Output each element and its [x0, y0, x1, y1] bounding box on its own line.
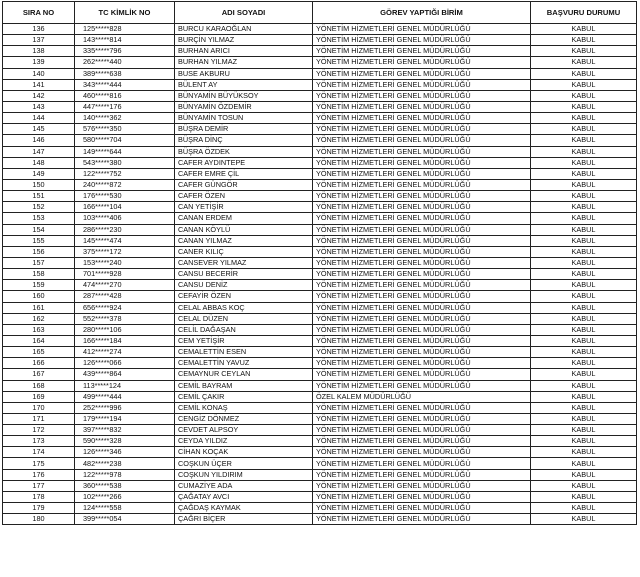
table-row	[3, 436, 637, 447]
cell-adi-soyadi: CEMAYNUR CEYLAN	[175, 369, 313, 380]
cell-tc-kimlik-no: 176*****530	[75, 191, 175, 202]
table-row	[3, 257, 637, 268]
cell-gorev-birim: YÖNETİM HİZMETLERİ GENEL MÜDÜRLÜĞÜ	[313, 135, 531, 146]
applicant-table	[2, 1, 637, 525]
cell-gorev-birim: YÖNETİM HİZMETLERİ GENEL MÜDÜRLÜĞÜ	[313, 179, 531, 190]
cell-sira-no: 159	[3, 280, 75, 291]
cell-tc-kimlik-no: 447*****176	[75, 101, 175, 112]
cell-gorev-birim: YÖNETİM HİZMETLERİ GENEL MÜDÜRLÜĞÜ	[313, 380, 531, 391]
cell-tc-kimlik-no: 343*****444	[75, 79, 175, 90]
table-row	[3, 224, 637, 235]
cell-basvuru-durumu: KABUL	[531, 447, 637, 458]
cell-basvuru-durumu: KABUL	[531, 358, 637, 369]
table-row	[3, 291, 637, 302]
cell-sira-no: 167	[3, 369, 75, 380]
cell-tc-kimlik-no: 153*****240	[75, 257, 175, 268]
cell-tc-kimlik-no: 656*****924	[75, 302, 175, 313]
cell-gorev-birim: YÖNETİM HİZMETLERİ GENEL MÜDÜRLÜĞÜ	[313, 57, 531, 68]
cell-basvuru-durumu: KABUL	[531, 157, 637, 168]
table-row	[3, 458, 637, 469]
cell-adi-soyadi: CAFER GÜNGÖR	[175, 179, 313, 190]
cell-tc-kimlik-no: 102*****266	[75, 491, 175, 502]
cell-tc-kimlik-no: 166*****184	[75, 335, 175, 346]
cell-gorev-birim: YÖNETİM HİZMETLERİ GENEL MÜDÜRLÜĞÜ	[313, 291, 531, 302]
table-row	[3, 335, 637, 346]
table-row	[3, 146, 637, 157]
cell-adi-soyadi: CİHAN KOÇAK	[175, 447, 313, 458]
cell-sira-no: 172	[3, 425, 75, 436]
cell-tc-kimlik-no: 143*****814	[75, 35, 175, 46]
cell-gorev-birim: YÖNETİM HİZMETLERİ GENEL MÜDÜRLÜĞÜ	[313, 358, 531, 369]
cell-gorev-birim: YÖNETİM HİZMETLERİ GENEL MÜDÜRLÜĞÜ	[313, 246, 531, 257]
cell-sira-no: 179	[3, 503, 75, 514]
cell-sira-no: 180	[3, 514, 75, 525]
cell-adi-soyadi: BÜLENT AY	[175, 79, 313, 90]
cell-gorev-birim: YÖNETİM HİZMETLERİ GENEL MÜDÜRLÜĞÜ	[313, 46, 531, 57]
cell-adi-soyadi: CANSU BECERİR	[175, 269, 313, 280]
cell-basvuru-durumu: KABUL	[531, 302, 637, 313]
cell-adi-soyadi: CANER KILIÇ	[175, 246, 313, 257]
cell-sira-no: 141	[3, 79, 75, 90]
cell-gorev-birim: YÖNETİM HİZMETLERİ GENEL MÜDÜRLÜĞÜ	[313, 280, 531, 291]
table-row	[3, 269, 637, 280]
cell-sira-no: 150	[3, 179, 75, 190]
cell-gorev-birim: YÖNETİM HİZMETLERİ GENEL MÜDÜRLÜĞÜ	[313, 447, 531, 458]
table-row	[3, 425, 637, 436]
cell-sira-no: 162	[3, 313, 75, 324]
cell-adi-soyadi: BÜŞRA ÖZDEK	[175, 146, 313, 157]
cell-tc-kimlik-no: 140*****362	[75, 113, 175, 124]
cell-basvuru-durumu: KABUL	[531, 113, 637, 124]
table-row	[3, 113, 637, 124]
table-row	[3, 101, 637, 112]
cell-basvuru-durumu: KABUL	[531, 347, 637, 358]
cell-sira-no: 174	[3, 447, 75, 458]
cell-basvuru-durumu: KABUL	[531, 224, 637, 235]
cell-adi-soyadi: BURCU KARAOĞLAN	[175, 24, 313, 35]
table-row	[3, 313, 637, 324]
cell-sira-no: 158	[3, 269, 75, 280]
cell-tc-kimlik-no: 397*****832	[75, 425, 175, 436]
cell-tc-kimlik-no: 460*****816	[75, 90, 175, 101]
table-row	[3, 413, 637, 424]
cell-sira-no: 140	[3, 68, 75, 79]
cell-basvuru-durumu: KABUL	[531, 124, 637, 135]
cell-basvuru-durumu: KABUL	[531, 202, 637, 213]
cell-gorev-birim: YÖNETİM HİZMETLERİ GENEL MÜDÜRLÜĞÜ	[313, 402, 531, 413]
table-body	[3, 24, 637, 525]
cell-gorev-birim: YÖNETİM HİZMETLERİ GENEL MÜDÜRLÜĞÜ	[313, 425, 531, 436]
cell-gorev-birim: YÖNETİM HİZMETLERİ GENEL MÜDÜRLÜĞÜ	[313, 324, 531, 335]
cell-adi-soyadi: ÇAĞDAŞ KAYMAK	[175, 503, 313, 514]
cell-basvuru-durumu: KABUL	[531, 269, 637, 280]
cell-gorev-birim: YÖNETİM HİZMETLERİ GENEL MÜDÜRLÜĞÜ	[313, 68, 531, 79]
cell-basvuru-durumu: KABUL	[531, 380, 637, 391]
cell-tc-kimlik-no: 113*****124	[75, 380, 175, 391]
cell-basvuru-durumu: KABUL	[531, 402, 637, 413]
cell-adi-soyadi: CELİL DAĞAŞAN	[175, 324, 313, 335]
table-row	[3, 24, 637, 35]
cell-basvuru-durumu: KABUL	[531, 79, 637, 90]
cell-adi-soyadi: BURHAN ARICI	[175, 46, 313, 57]
cell-tc-kimlik-no: 286*****230	[75, 224, 175, 235]
cell-basvuru-durumu: KABUL	[531, 324, 637, 335]
cell-sira-no: 177	[3, 480, 75, 491]
table-row	[3, 391, 637, 402]
cell-adi-soyadi: COŞKUN ÜÇER	[175, 458, 313, 469]
cell-sira-no: 148	[3, 157, 75, 168]
header-basvuru-durumu: BAŞVURU DURUMU	[531, 2, 637, 24]
cell-tc-kimlik-no: 360*****538	[75, 480, 175, 491]
cell-tc-kimlik-no: 125*****828	[75, 24, 175, 35]
cell-sira-no: 149	[3, 168, 75, 179]
cell-basvuru-durumu: KABUL	[531, 436, 637, 447]
cell-gorev-birim: YÖNETİM HİZMETLERİ GENEL MÜDÜRLÜĞÜ	[313, 235, 531, 246]
cell-gorev-birim: YÖNETİM HİZMETLERİ GENEL MÜDÜRLÜĞÜ	[313, 480, 531, 491]
cell-tc-kimlik-no: 145*****474	[75, 235, 175, 246]
cell-adi-soyadi: CANAN KÖYLÜ	[175, 224, 313, 235]
table-row	[3, 514, 637, 525]
cell-sira-no: 173	[3, 436, 75, 447]
table-row	[3, 213, 637, 224]
cell-adi-soyadi: CEM YETİŞİR	[175, 335, 313, 346]
cell-adi-soyadi: ÇAĞRI BİÇER	[175, 514, 313, 525]
cell-basvuru-durumu: KABUL	[531, 24, 637, 35]
cell-adi-soyadi: CENGİZ DÖNMEZ	[175, 413, 313, 424]
cell-sira-no: 151	[3, 191, 75, 202]
cell-gorev-birim: YÖNETİM HİZMETLERİ GENEL MÜDÜRLÜĞÜ	[313, 35, 531, 46]
cell-sira-no: 137	[3, 35, 75, 46]
cell-sira-no: 165	[3, 347, 75, 358]
table-row	[3, 402, 637, 413]
cell-gorev-birim: YÖNETİM HİZMETLERİ GENEL MÜDÜRLÜĞÜ	[313, 168, 531, 179]
cell-tc-kimlik-no: 552*****378	[75, 313, 175, 324]
cell-gorev-birim: YÖNETİM HİZMETLERİ GENEL MÜDÜRLÜĞÜ	[313, 113, 531, 124]
cell-basvuru-durumu: KABUL	[531, 57, 637, 68]
cell-sira-no: 176	[3, 469, 75, 480]
header-tc-kimlik-no: TC KİMLİK NO	[75, 2, 175, 24]
cell-sira-no: 171	[3, 413, 75, 424]
table-row	[3, 35, 637, 46]
cell-tc-kimlik-no: 122*****978	[75, 469, 175, 480]
cell-basvuru-durumu: KABUL	[531, 458, 637, 469]
cell-basvuru-durumu: KABUL	[531, 280, 637, 291]
cell-sira-no: 170	[3, 402, 75, 413]
cell-gorev-birim: YÖNETİM HİZMETLERİ GENEL MÜDÜRLÜĞÜ	[313, 24, 531, 35]
table-row	[3, 135, 637, 146]
cell-basvuru-durumu: KABUL	[531, 101, 637, 112]
table-row	[3, 347, 637, 358]
cell-adi-soyadi: BÜNYAMİN TOSUN	[175, 113, 313, 124]
table-row	[3, 469, 637, 480]
cell-sira-no: 136	[3, 24, 75, 35]
table-row	[3, 79, 637, 90]
cell-sira-no: 163	[3, 324, 75, 335]
cell-basvuru-durumu: KABUL	[531, 391, 637, 402]
cell-basvuru-durumu: KABUL	[531, 235, 637, 246]
cell-basvuru-durumu: KABUL	[531, 313, 637, 324]
cell-gorev-birim: YÖNETİM HİZMETLERİ GENEL MÜDÜRLÜĞÜ	[313, 213, 531, 224]
cell-sira-no: 139	[3, 57, 75, 68]
cell-gorev-birim: YÖNETİM HİZMETLERİ GENEL MÜDÜRLÜĞÜ	[313, 458, 531, 469]
cell-basvuru-durumu: KABUL	[531, 469, 637, 480]
table-row	[3, 235, 637, 246]
table-row	[3, 246, 637, 257]
cell-tc-kimlik-no: 543*****380	[75, 157, 175, 168]
table-row	[3, 202, 637, 213]
cell-tc-kimlik-no: 126*****346	[75, 447, 175, 458]
cell-basvuru-durumu: KABUL	[531, 213, 637, 224]
cell-gorev-birim: YÖNETİM HİZMETLERİ GENEL MÜDÜRLÜĞÜ	[313, 469, 531, 480]
cell-sira-no: 142	[3, 90, 75, 101]
cell-sira-no: 157	[3, 257, 75, 268]
cell-basvuru-durumu: KABUL	[531, 413, 637, 424]
cell-adi-soyadi: CANSEVER YILMAZ	[175, 257, 313, 268]
cell-gorev-birim: YÖNETİM HİZMETLERİ GENEL MÜDÜRLÜĞÜ	[313, 202, 531, 213]
cell-sira-no: 147	[3, 146, 75, 157]
cell-tc-kimlik-no: 439*****864	[75, 369, 175, 380]
cell-adi-soyadi: CEMALETTİN ESEN	[175, 347, 313, 358]
cell-adi-soyadi: CEVDET ALPSOY	[175, 425, 313, 436]
cell-adi-soyadi: BURÇİN YILMAZ	[175, 35, 313, 46]
cell-gorev-birim: YÖNETİM HİZMETLERİ GENEL MÜDÜRLÜĞÜ	[313, 269, 531, 280]
cell-sira-no: 143	[3, 101, 75, 112]
cell-gorev-birim: YÖNETİM HİZMETLERİ GENEL MÜDÜRLÜĞÜ	[313, 79, 531, 90]
cell-sira-no: 166	[3, 358, 75, 369]
cell-sira-no: 155	[3, 235, 75, 246]
cell-adi-soyadi: CELAL ABBAS KOÇ	[175, 302, 313, 313]
cell-sira-no: 160	[3, 291, 75, 302]
cell-adi-soyadi: CANAN ERDEM	[175, 213, 313, 224]
cell-gorev-birim: YÖNETİM HİZMETLERİ GENEL MÜDÜRLÜĞÜ	[313, 257, 531, 268]
cell-adi-soyadi: CEMALETTİN YAVUZ	[175, 358, 313, 369]
cell-tc-kimlik-no: 499*****444	[75, 391, 175, 402]
cell-tc-kimlik-no: 124*****558	[75, 503, 175, 514]
cell-adi-soyadi: CEYDA YILDIZ	[175, 436, 313, 447]
cell-sira-no: 144	[3, 113, 75, 124]
cell-tc-kimlik-no: 252*****996	[75, 402, 175, 413]
cell-adi-soyadi: CANAN YILMAZ	[175, 235, 313, 246]
cell-basvuru-durumu: KABUL	[531, 135, 637, 146]
cell-gorev-birim: YÖNETİM HİZMETLERİ GENEL MÜDÜRLÜĞÜ	[313, 90, 531, 101]
cell-tc-kimlik-no: 335*****796	[75, 46, 175, 57]
cell-tc-kimlik-no: 576*****350	[75, 124, 175, 135]
document-page	[2, 1, 637, 525]
table-row	[3, 179, 637, 190]
cell-adi-soyadi: CUMAZİYE ADA	[175, 480, 313, 491]
cell-basvuru-durumu: KABUL	[531, 514, 637, 525]
cell-tc-kimlik-no: 122*****752	[75, 168, 175, 179]
table-row	[3, 358, 637, 369]
cell-sira-no: 178	[3, 491, 75, 502]
header-gorev-birim: GÖREV YAPTIĞI BİRİM	[313, 2, 531, 24]
cell-gorev-birim: YÖNETİM HİZMETLERİ GENEL MÜDÜRLÜĞÜ	[313, 436, 531, 447]
cell-gorev-birim: YÖNETİM HİZMETLERİ GENEL MÜDÜRLÜĞÜ	[313, 313, 531, 324]
cell-tc-kimlik-no: 262*****440	[75, 57, 175, 68]
cell-gorev-birim: YÖNETİM HİZMETLERİ GENEL MÜDÜRLÜĞÜ	[313, 302, 531, 313]
cell-tc-kimlik-no: 399*****054	[75, 514, 175, 525]
cell-basvuru-durumu: KABUL	[531, 146, 637, 157]
cell-adi-soyadi: CEMİL KONAŞ	[175, 402, 313, 413]
table-row	[3, 57, 637, 68]
cell-tc-kimlik-no: 149*****644	[75, 146, 175, 157]
cell-sira-no: 152	[3, 202, 75, 213]
cell-adi-soyadi: CEFAYİR ÖZEN	[175, 291, 313, 302]
cell-gorev-birim: YÖNETİM HİZMETLERİ GENEL MÜDÜRLÜĞÜ	[313, 491, 531, 502]
cell-basvuru-durumu: KABUL	[531, 168, 637, 179]
cell-sira-no: 154	[3, 224, 75, 235]
cell-adi-soyadi: BUSE AKBURU	[175, 68, 313, 79]
cell-tc-kimlik-no: 103*****406	[75, 213, 175, 224]
cell-gorev-birim: YÖNETİM HİZMETLERİ GENEL MÜDÜRLÜĞÜ	[313, 191, 531, 202]
cell-adi-soyadi: CAFER EMRE ÇİL	[175, 168, 313, 179]
cell-tc-kimlik-no: 240*****872	[75, 179, 175, 190]
table-row	[3, 124, 637, 135]
cell-basvuru-durumu: KABUL	[531, 503, 637, 514]
table-row	[3, 280, 637, 291]
cell-tc-kimlik-no: 375*****172	[75, 246, 175, 257]
cell-tc-kimlik-no: 280*****106	[75, 324, 175, 335]
cell-tc-kimlik-no: 287*****428	[75, 291, 175, 302]
cell-tc-kimlik-no: 126*****066	[75, 358, 175, 369]
table-row	[3, 447, 637, 458]
cell-sira-no: 169	[3, 391, 75, 402]
table-row	[3, 168, 637, 179]
cell-sira-no: 153	[3, 213, 75, 224]
table-row	[3, 503, 637, 514]
table-row	[3, 90, 637, 101]
cell-adi-soyadi: BÜŞRA DİNÇ	[175, 135, 313, 146]
header-adi-soyadi: ADI SOYADI	[175, 2, 313, 24]
cell-adi-soyadi: COŞKUN YILDIRIM	[175, 469, 313, 480]
cell-gorev-birim: YÖNETİM HİZMETLERİ GENEL MÜDÜRLÜĞÜ	[313, 224, 531, 235]
cell-basvuru-durumu: KABUL	[531, 46, 637, 57]
cell-gorev-birim: ÖZEL KALEM MÜDÜRLÜĞÜ	[313, 391, 531, 402]
cell-adi-soyadi: CAFER AYDINTEPE	[175, 157, 313, 168]
cell-sira-no: 168	[3, 380, 75, 391]
cell-basvuru-durumu: KABUL	[531, 191, 637, 202]
cell-adi-soyadi: CELAL DÜZEN	[175, 313, 313, 324]
cell-basvuru-durumu: KABUL	[531, 335, 637, 346]
cell-adi-soyadi: BURHAN YILMAZ	[175, 57, 313, 68]
cell-sira-no: 145	[3, 124, 75, 135]
cell-tc-kimlik-no: 166*****104	[75, 202, 175, 213]
cell-adi-soyadi: CAFER ÖZEN	[175, 191, 313, 202]
table-row	[3, 68, 637, 79]
table-row	[3, 157, 637, 168]
cell-tc-kimlik-no: 474*****270	[75, 280, 175, 291]
cell-sira-no: 175	[3, 458, 75, 469]
cell-basvuru-durumu: KABUL	[531, 491, 637, 502]
cell-tc-kimlik-no: 580*****704	[75, 135, 175, 146]
cell-adi-soyadi: CEMİL BAYRAM	[175, 380, 313, 391]
table-row	[3, 369, 637, 380]
cell-basvuru-durumu: KABUL	[531, 291, 637, 302]
table-row	[3, 480, 637, 491]
cell-sira-no: 146	[3, 135, 75, 146]
cell-adi-soyadi: BÜNYAMİN BÜYÜKSOY	[175, 90, 313, 101]
cell-tc-kimlik-no: 412*****274	[75, 347, 175, 358]
cell-gorev-birim: YÖNETİM HİZMETLERİ GENEL MÜDÜRLÜĞÜ	[313, 369, 531, 380]
cell-gorev-birim: YÖNETİM HİZMETLERİ GENEL MÜDÜRLÜĞÜ	[313, 413, 531, 424]
cell-sira-no: 138	[3, 46, 75, 57]
cell-basvuru-durumu: KABUL	[531, 246, 637, 257]
cell-adi-soyadi: BÜŞRA DEMİR	[175, 124, 313, 135]
cell-sira-no: 164	[3, 335, 75, 346]
cell-sira-no: 156	[3, 246, 75, 257]
header-sira-no: SIRA NO	[3, 2, 75, 24]
cell-basvuru-durumu: KABUL	[531, 425, 637, 436]
header-row	[3, 2, 637, 24]
cell-sira-no: 161	[3, 302, 75, 313]
cell-basvuru-durumu: KABUL	[531, 68, 637, 79]
table-header	[3, 2, 637, 24]
cell-gorev-birim: YÖNETİM HİZMETLERİ GENEL MÜDÜRLÜĞÜ	[313, 335, 531, 346]
cell-gorev-birim: YÖNETİM HİZMETLERİ GENEL MÜDÜRLÜĞÜ	[313, 514, 531, 525]
cell-basvuru-durumu: KABUL	[531, 257, 637, 268]
cell-adi-soyadi: CAN YETİŞİR	[175, 202, 313, 213]
cell-gorev-birim: YÖNETİM HİZMETLERİ GENEL MÜDÜRLÜĞÜ	[313, 503, 531, 514]
cell-basvuru-durumu: KABUL	[531, 480, 637, 491]
table-row	[3, 46, 637, 57]
cell-adi-soyadi: BÜNYAMİN ÖZDEMİR	[175, 101, 313, 112]
cell-gorev-birim: YÖNETİM HİZMETLERİ GENEL MÜDÜRLÜĞÜ	[313, 347, 531, 358]
table-row	[3, 491, 637, 502]
cell-basvuru-durumu: KABUL	[531, 35, 637, 46]
cell-basvuru-durumu: KABUL	[531, 369, 637, 380]
table-row	[3, 380, 637, 391]
cell-gorev-birim: YÖNETİM HİZMETLERİ GENEL MÜDÜRLÜĞÜ	[313, 124, 531, 135]
cell-tc-kimlik-no: 482*****238	[75, 458, 175, 469]
table-row	[3, 191, 637, 202]
cell-basvuru-durumu: KABUL	[531, 90, 637, 101]
cell-tc-kimlik-no: 590*****328	[75, 436, 175, 447]
cell-tc-kimlik-no: 389*****638	[75, 68, 175, 79]
table-row	[3, 324, 637, 335]
cell-adi-soyadi: ÇAĞATAY AVCI	[175, 491, 313, 502]
cell-tc-kimlik-no: 179*****194	[75, 413, 175, 424]
cell-gorev-birim: YÖNETİM HİZMETLERİ GENEL MÜDÜRLÜĞÜ	[313, 101, 531, 112]
cell-adi-soyadi: CANSU DENİZ	[175, 280, 313, 291]
table-row	[3, 302, 637, 313]
cell-gorev-birim: YÖNETİM HİZMETLERİ GENEL MÜDÜRLÜĞÜ	[313, 157, 531, 168]
cell-basvuru-durumu: KABUL	[531, 179, 637, 190]
cell-adi-soyadi: CEMİL ÇAKIR	[175, 391, 313, 402]
cell-tc-kimlik-no: 701*****928	[75, 269, 175, 280]
cell-gorev-birim: YÖNETİM HİZMETLERİ GENEL MÜDÜRLÜĞÜ	[313, 146, 531, 157]
